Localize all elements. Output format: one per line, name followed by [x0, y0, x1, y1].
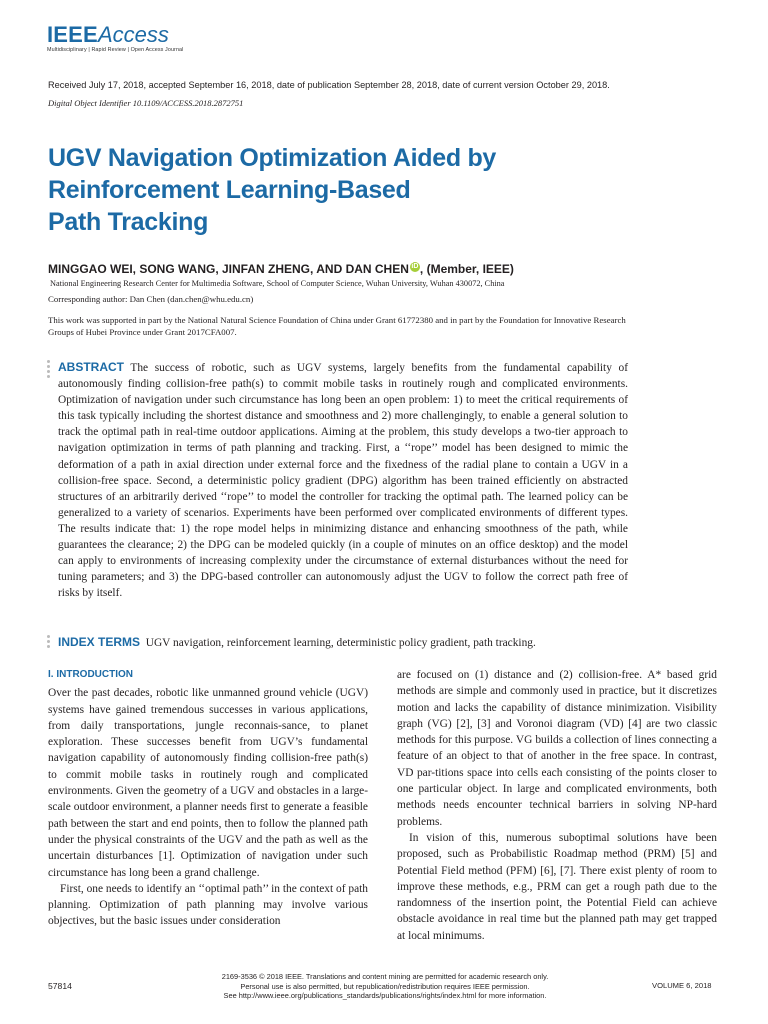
index-terms-text: UGV navigation, reinforcement learning, deterministic policy gradient, path tracking.	[145, 637, 536, 649]
section-heading: I. INTRODUCTION	[48, 669, 133, 680]
title-line: Reinforcement Learning-Based	[48, 176, 411, 204]
abstract-text: The success of robotic, such as UGV systems, largely benefits from the fundamental capability of autonomously finding collision-free path(s) to commit mobile tasks in routinely rough and complicated environments. Optimization of navigation under such circumstance has long been an open problem: 1) to meet the critical requirements of this task typically including the shortest distance and smoothness and 2) more challengingly, to enable a general solution to track the optimal path in real-time outdoor applications. Aiming at the problem, this study develops a two-tier approach to navigation optimization in terms of path planning and tracking. First, a ‘‘rope’’ model has been designed to mimic the deformation of a path in axial direction under external force and the fixedness of the radial plane to contain a UGV in a collision-free space. Second, a deterministic policy gradient (DPG) algorithm has been trained efficiently on abstracted structures of an arbitrarily derived ‘‘rope’’ to model the controller for tracking the optimal path. The learned policy can be generalized to a variety of scenarios. Experiments have been performed over complicated environments of different types. The results indicate that: 1) the rope model helps in minimizing distance and enhancing smoothness of the path, while guarantees the clearance; 2) the DPG can be modeled quickly (in a couple of minutes on an office desktop) and the model can apply to environments of increasing complexity under the circumstance of external disturbances without the need for tuning parameters; and 3) the DPG-based controller can autonomously adjust the UGV to follow the correct path free of risks by itself.	[58, 362, 628, 600]
abstract-marker-icon	[47, 360, 50, 380]
index-terms	[58, 634, 628, 651]
body-paragraph: In vision of this, numerous suboptimal solutions have been proposed, such as Probabilistic Roadmap method (PRM) [5] and Potential Field method (PFM) [6], [7]. There exist plenty of room to improve these methods, e.g., PRM can get a rough path due to the randomness of the insertion point, the Potential Field can achieve obstacle avoidance in real time but the planned path may get trapped at local minimums.	[397, 831, 717, 942]
paper-title	[48, 142, 608, 238]
funding-note: This work was supported in part by the National Natural Science Foundation of China under Grant 61772380 and in part by the Foundation for Innovative Research Groups of Hubei Province under Grant 2017CFA007.	[48, 315, 626, 337]
author-names: MINGGAO WEI, SONG WANG, JINFAN ZHENG, AND DAN CHEN	[48, 262, 409, 276]
journal-brand: IEEE	[47, 22, 98, 47]
journal-brand-suffix: Access	[97, 22, 169, 47]
body-paragraph: First, one needs to identify an ‘‘optimal path’’ in the context of path planning. Optimization of path planning may involve various objectives, but the basic issues under consideration	[48, 882, 368, 928]
orcid-icon[interactable]: iD	[411, 263, 419, 270]
journal-logo	[47, 22, 183, 53]
index-terms-heading: INDEX TERMS	[58, 635, 141, 649]
copyright-line: See http://www.ieee.org/publications_standards/publications/rights/index.html for more information.	[223, 991, 547, 1001]
abstract-heading: ABSTRACT	[58, 360, 124, 374]
body-column-left	[48, 667, 368, 930]
body-paragraph: are focused on (1) distance and (2) collision-free. A* based grid methods are simple and commonly used in practice, but it discretizes motion and lacks the capability of distance minimization. Visibility graph (VG) [2], [3] and Voronoi diagram (VD) [4] are two classic methods for this purpose. VG builds a collection of lines connecting a feature of an object to that of another in the free space. In contrast, VD par-titions space into cells each consisting of the points closer to one particular object. In large and complicated environments, both methods needs encounter technical barriers in solving NP-hard problems.	[397, 669, 717, 828]
copyright-line: 2169-3536 © 2018 IEEE. Translations and content mining are permitted for academic research only.	[221, 972, 549, 981]
title-line: Path Tracking	[48, 208, 209, 236]
body-paragraph: Over the past decades, robotic like unmanned ground vehicle (UGV) systems have gained tremendous successes in various applications, from daily transportations, jungle reconnais-sance, to planet exploration. These successes benefit from UGV’s fundamental navigation capability of autonomously finding collision-free path(s) to commit mobile tasks in routinely rough and complicated environments. Given the geometry of a UGV and obstacles in a large-scale outdoor environment, a planner needs first to generate a feasible path between the start and end points, then to follow the planned path under the physical constraints of the UGV and the path as well as the uncertain disturbances [1]. Optimization of navigation under such circumstance has long been a grand challenge.	[48, 687, 368, 879]
journal-tagline: Multidisciplinary | Rapid Review | Open Access Journal	[47, 47, 184, 53]
abstract	[58, 359, 628, 601]
volume-label: VOLUME 6, 2018	[652, 981, 712, 990]
index-terms-marker-icon	[47, 635, 50, 650]
page-number: 57814	[48, 981, 72, 991]
copyright-line: Personal use is also permitted, but republication/redistribution requires IEEE permission.	[240, 981, 530, 991]
doi-line: Digital Object Identifier 10.1109/ACCESS.2018.2872751	[48, 98, 244, 108]
title-line: UGV Navigation Optimization Aided by	[48, 144, 497, 172]
affiliation: National Engineering Research Center for Multimedia Software, School of Computer Science, Wuhan University, Wuhan 430072, China	[50, 279, 505, 288]
copyright-notice	[180, 972, 590, 1001]
author-suffix: , (Member, IEEE)	[419, 262, 514, 276]
body-column-right	[397, 667, 717, 944]
author-list	[48, 262, 514, 276]
corresponding-author: Corresponding author: Dan Chen (dan.chen@whu.edu.cn)	[48, 294, 254, 304]
received-dates: Received July 17, 2018, accepted September 16, 2018, date of publication September 28, 2018, date of current version October 29, 2018.	[48, 80, 610, 90]
